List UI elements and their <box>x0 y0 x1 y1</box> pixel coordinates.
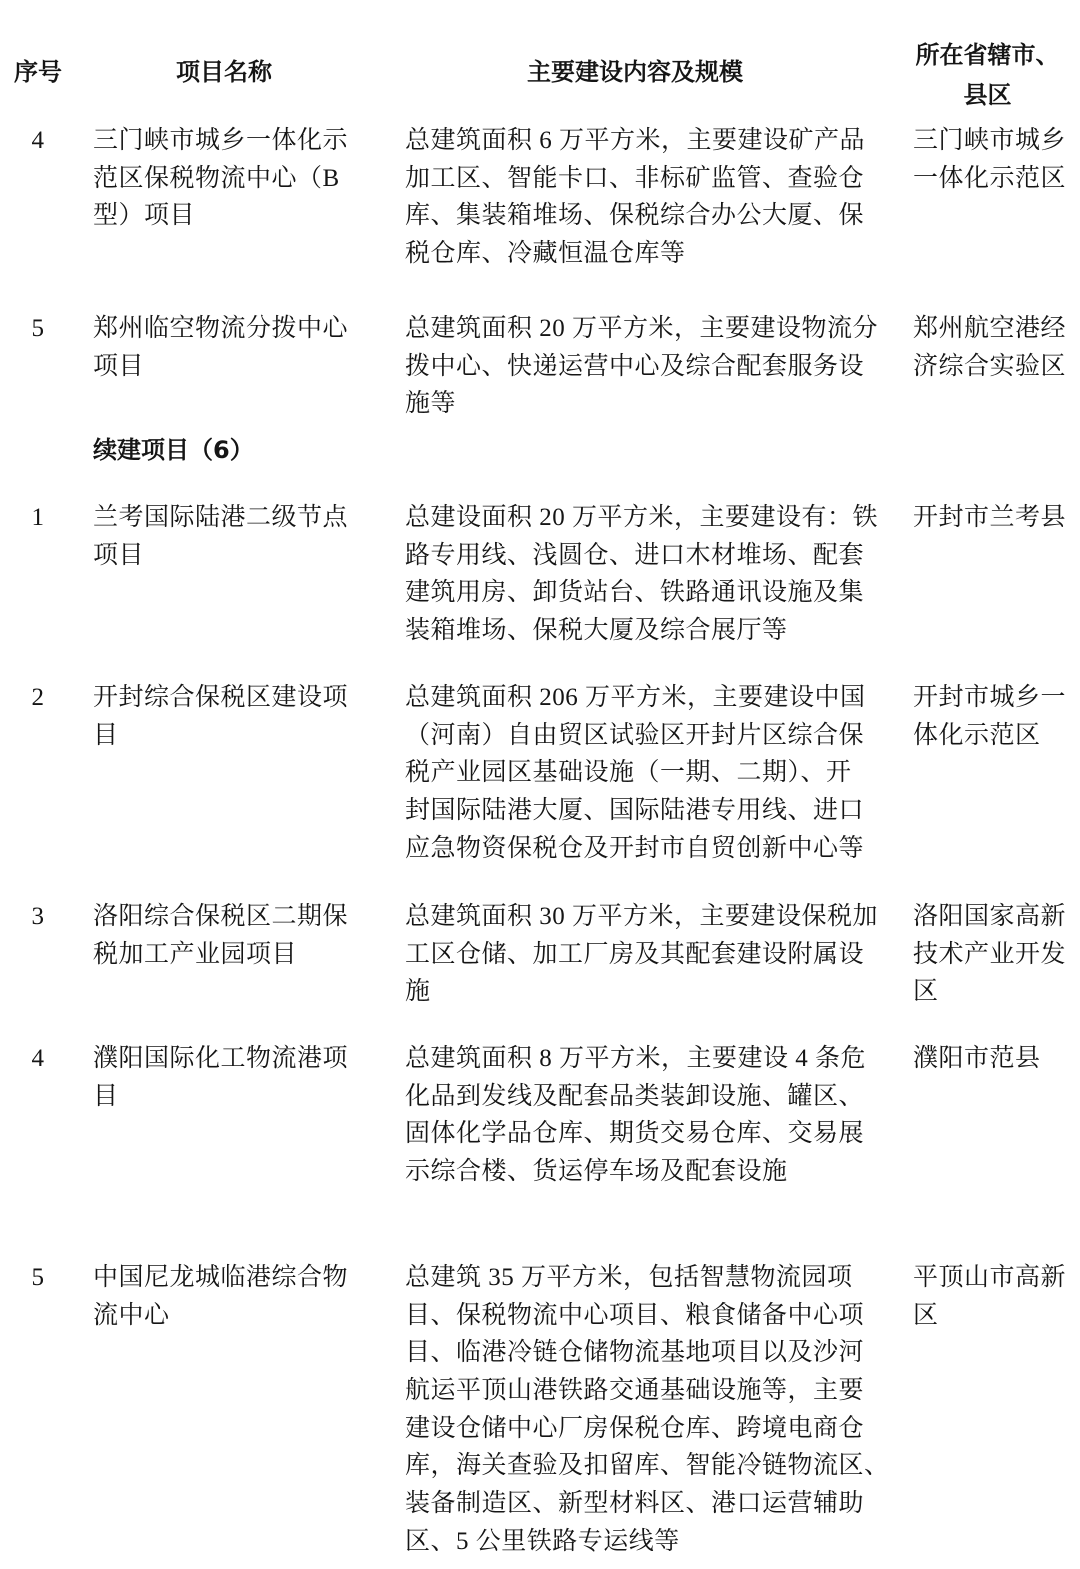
project-name-line: 三门峡市城乡一体化示 <box>93 127 349 154</box>
project-name-line: 郑州临空物流分拨中心 <box>93 315 349 342</box>
content-line: 示综合楼、货运停车场及配套设施 <box>405 1158 788 1186</box>
index-cell: 4 <box>31 1045 45 1072</box>
location-line: 郑州航空港经 <box>913 315 1067 342</box>
content-line: 施等 <box>405 390 457 418</box>
content-line: 目、临港冷链仓储物流基地项目以及沙河 <box>405 1339 865 1367</box>
location-line: 一体化示范区 <box>913 164 1067 192</box>
content-line: 拨中心、快递运营中心及综合配套服务设 <box>405 352 865 380</box>
location-line: 三门峡市城乡 <box>913 127 1067 154</box>
content-line: 加工区、智能卡口、非标矿监管、查验仓 <box>405 164 865 192</box>
content-line: 应急物资保税仓及开封市自贸创新中心等 <box>405 834 865 862</box>
content-cell <box>405 499 885 650</box>
content-line: 总建筑 35 万平方米，包括智慧物流园项 <box>405 1264 853 1291</box>
location-cell <box>913 310 1075 385</box>
location-line: 济综合实验区 <box>913 352 1067 380</box>
content-line: 路专用线、浅圆仓、进口木材堆场、配套 <box>405 541 865 569</box>
content-cell <box>405 679 885 867</box>
index-cell: 2 <box>31 684 45 711</box>
location-cell <box>913 679 1075 754</box>
location-cell <box>913 1259 1075 1334</box>
content-line: 税仓库、冷藏恒温仓库等 <box>405 240 686 268</box>
location-cell <box>913 122 1075 197</box>
location-line: 区 <box>913 978 939 1006</box>
project-name-line: 目 <box>93 721 119 749</box>
project-name-line: 洛阳综合保税区二期保 <box>93 903 349 930</box>
project-name-cell <box>93 310 358 385</box>
project-name-line: 濮阳国际化工物流港项 <box>93 1045 349 1072</box>
project-name-line: 税加工产业园项目 <box>93 940 298 968</box>
index-cell: 5 <box>31 1264 45 1291</box>
content-cell <box>405 1040 885 1191</box>
content-cell <box>405 898 885 1011</box>
project-name-cell <box>93 122 358 235</box>
content-line: 税产业园区基础设施（一期、二期）、开 <box>405 759 852 787</box>
content-line: 总建筑面积 20 万平方米，主要建设物流分 <box>405 315 879 342</box>
content-cell <box>405 1259 890 1561</box>
project-name-line: 范区保税物流中心（B <box>93 164 340 192</box>
content-line: 航运平顶山港铁路交通基础设施等，主要 <box>405 1377 865 1405</box>
project-name-line: 型）项目 <box>93 202 196 230</box>
project-name-line: 流中心 <box>93 1301 170 1329</box>
project-name-cell <box>93 679 358 754</box>
content-line: 建设仓储中心厂房保税仓库、跨境电商仓 <box>405 1414 865 1442</box>
project-name-line: 目 <box>93 1082 119 1110</box>
project-name-line: 中国尼龙城临港综合物 <box>93 1264 349 1291</box>
header-location-line: 县区 <box>963 81 1012 109</box>
content-line: 总建筑面积 30 万平方米，主要建设保税加 <box>405 903 879 930</box>
content-line: 区、5 公里铁路专运线等 <box>405 1527 680 1555</box>
content-line: 总建筑面积 6 万平方米，主要建设矿产品 <box>405 127 866 154</box>
location-line: 技术产业开发 <box>913 940 1067 968</box>
project-name-line: 开封综合保税区建设项 <box>93 684 349 711</box>
content-line: 目、保税物流中心项目、粮食储备中心项 <box>405 1301 865 1329</box>
content-line: 库，海关查验及扣留库、智能冷链物流区、 <box>405 1452 890 1480</box>
project-name-line: 项目 <box>93 352 145 380</box>
content-line: （河南）自由贸区试验区开封片区综合保 <box>405 721 865 749</box>
content-line: 建筑用房、卸货站台、铁路通讯设施及集 <box>405 579 865 607</box>
content-line: 装箱堆场、保税大厦及综合展厅等 <box>405 617 788 645</box>
location-line: 区 <box>913 1301 939 1329</box>
content-line: 总建设面积 20 万平方米，主要建设有：铁 <box>405 504 879 531</box>
index-cell: 5 <box>31 315 45 342</box>
content-line: 化品到发线及配套品类装卸设施、罐区、 <box>405 1082 865 1110</box>
header-index: 序号 <box>14 58 62 86</box>
header-location <box>905 35 1070 115</box>
section-title: 续建项目（6） <box>93 436 254 464</box>
project-name-line: 项目 <box>93 541 145 569</box>
location-line: 洛阳国家高新 <box>913 903 1067 930</box>
location-line: 开封市城乡一 <box>913 684 1067 711</box>
content-line: 总建筑面积 8 万平方米，主要建设 4 条危 <box>405 1045 867 1072</box>
content-line: 固体化学品仓库、期货交易仓库、交易展 <box>405 1120 865 1148</box>
content-cell <box>405 122 885 273</box>
project-name-cell <box>93 1040 358 1115</box>
content-line: 封国际陆港大厦、国际陆港专用线、进口 <box>405 797 865 825</box>
content-line: 施 <box>405 978 431 1006</box>
location-line: 开封市兰考县 <box>913 504 1067 531</box>
project-name-line: 兰考国际陆港二级节点 <box>93 504 349 531</box>
content-line: 装备制造区、新型材料区、港口运营辅助 <box>405 1490 865 1518</box>
content-line: 总建筑面积 206 万平方米，主要建设中国 <box>405 684 866 711</box>
header-project-name: 项目名称 <box>176 58 272 86</box>
header-location-line: 所在省辖市、 <box>915 41 1060 69</box>
location-line: 平顶山市高新 <box>913 1264 1067 1291</box>
location-cell <box>913 1040 1075 1078</box>
location-cell <box>913 898 1075 1011</box>
content-cell <box>405 310 885 423</box>
index-cell: 1 <box>31 504 45 531</box>
location-line: 濮阳市范县 <box>913 1045 1041 1072</box>
project-name-cell <box>93 1259 358 1334</box>
content-line: 工区仓储、加工厂房及其配套建设附属设 <box>405 940 865 968</box>
index-cell: 4 <box>31 127 45 154</box>
location-cell <box>913 499 1075 537</box>
content-line: 库、集装箱堆场、保税综合办公大厦、保 <box>405 202 865 230</box>
header-content: 主要建设内容及规模 <box>527 58 743 86</box>
index-cell: 3 <box>31 903 45 930</box>
location-line: 体化示范区 <box>913 721 1041 749</box>
project-name-cell <box>93 499 358 574</box>
project-name-cell <box>93 898 358 973</box>
